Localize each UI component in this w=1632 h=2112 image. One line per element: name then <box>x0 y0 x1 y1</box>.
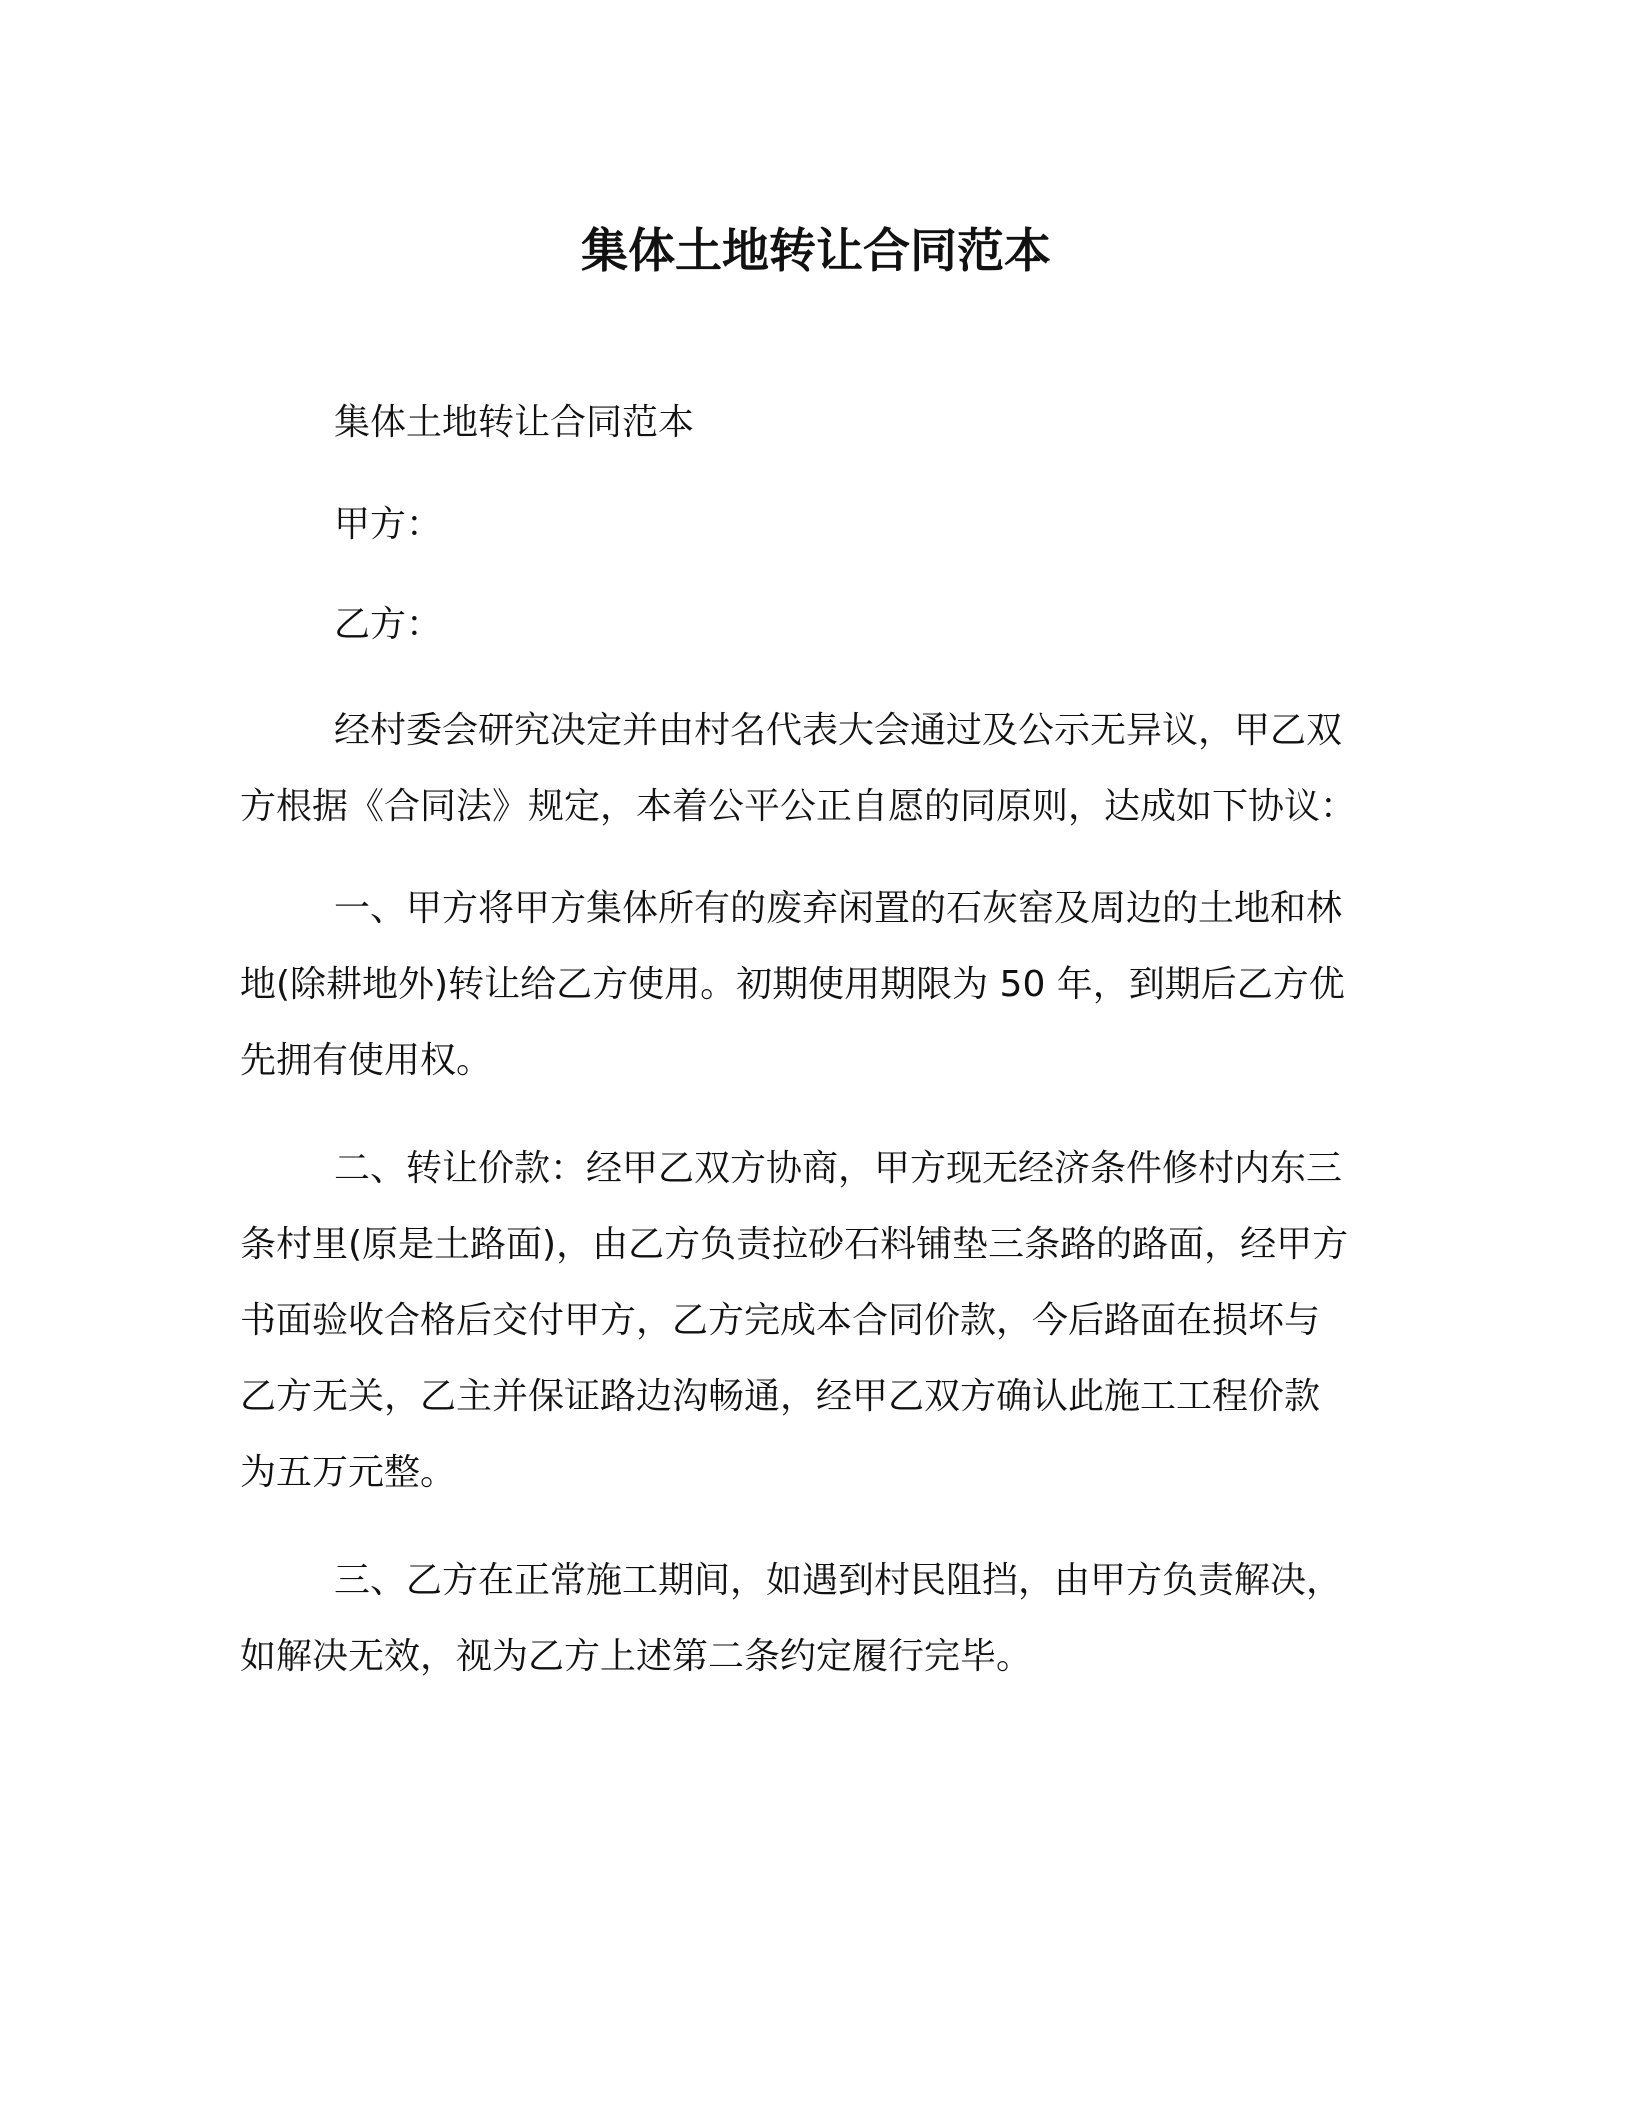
clause-2-line-5: 为五万元整。 <box>240 1452 457 1493</box>
clause-1-line-2: 地(除耕地外)转让给乙方使用。初期使用期限为 50 年，到期后乙方优 <box>240 964 1345 1005</box>
clause-1-line-1: 一、甲方将甲方集体所有的废弃闲置的石灰窑及周边的土地和林 <box>334 888 1343 929</box>
party-a-label: 甲方： <box>334 504 443 545</box>
clause-2-line-4: 乙方无关，乙主并保证路边沟畅通，经甲乙双方确认此施工工程价款 <box>240 1376 1321 1417</box>
party-b-label: 乙方： <box>334 604 443 645</box>
clause-3-line-2: 如解决无效，视为乙方上述第二条约定履行完毕。 <box>240 1636 1033 1677</box>
clause-2-line-1: 二、转让价款：经甲乙双方协商，甲方现无经济条件修村内东三 <box>334 1148 1343 1189</box>
clause-2-line-3: 书面验收合格后交付甲方，乙方完成本合同价款，今后路面在损坏与 <box>240 1300 1321 1341</box>
document-subtitle: 集体土地转让合同范本 <box>334 402 695 443</box>
preamble-line-1: 经村委会研究决定并由村名代表大会通过及公示无异议，甲乙双 <box>334 710 1343 751</box>
preamble-line-2: 方根据《合同法》规定，本着公平公正自愿的同原则，达成如下协议： <box>240 786 1357 827</box>
document-title: 集体土地转让合同范本 <box>581 224 1051 279</box>
clause-2-line-2: 条村里(原是土路面)，由乙方负责拉砂石料铺垫三条路的路面，经甲方 <box>240 1224 1349 1265</box>
clause-1-line-3: 先拥有使用权。 <box>240 1040 493 1081</box>
clause-3-line-1: 三、乙方在正常施工期间，如遇到村民阻挡，由甲方负责解决， <box>334 1560 1343 1601</box>
